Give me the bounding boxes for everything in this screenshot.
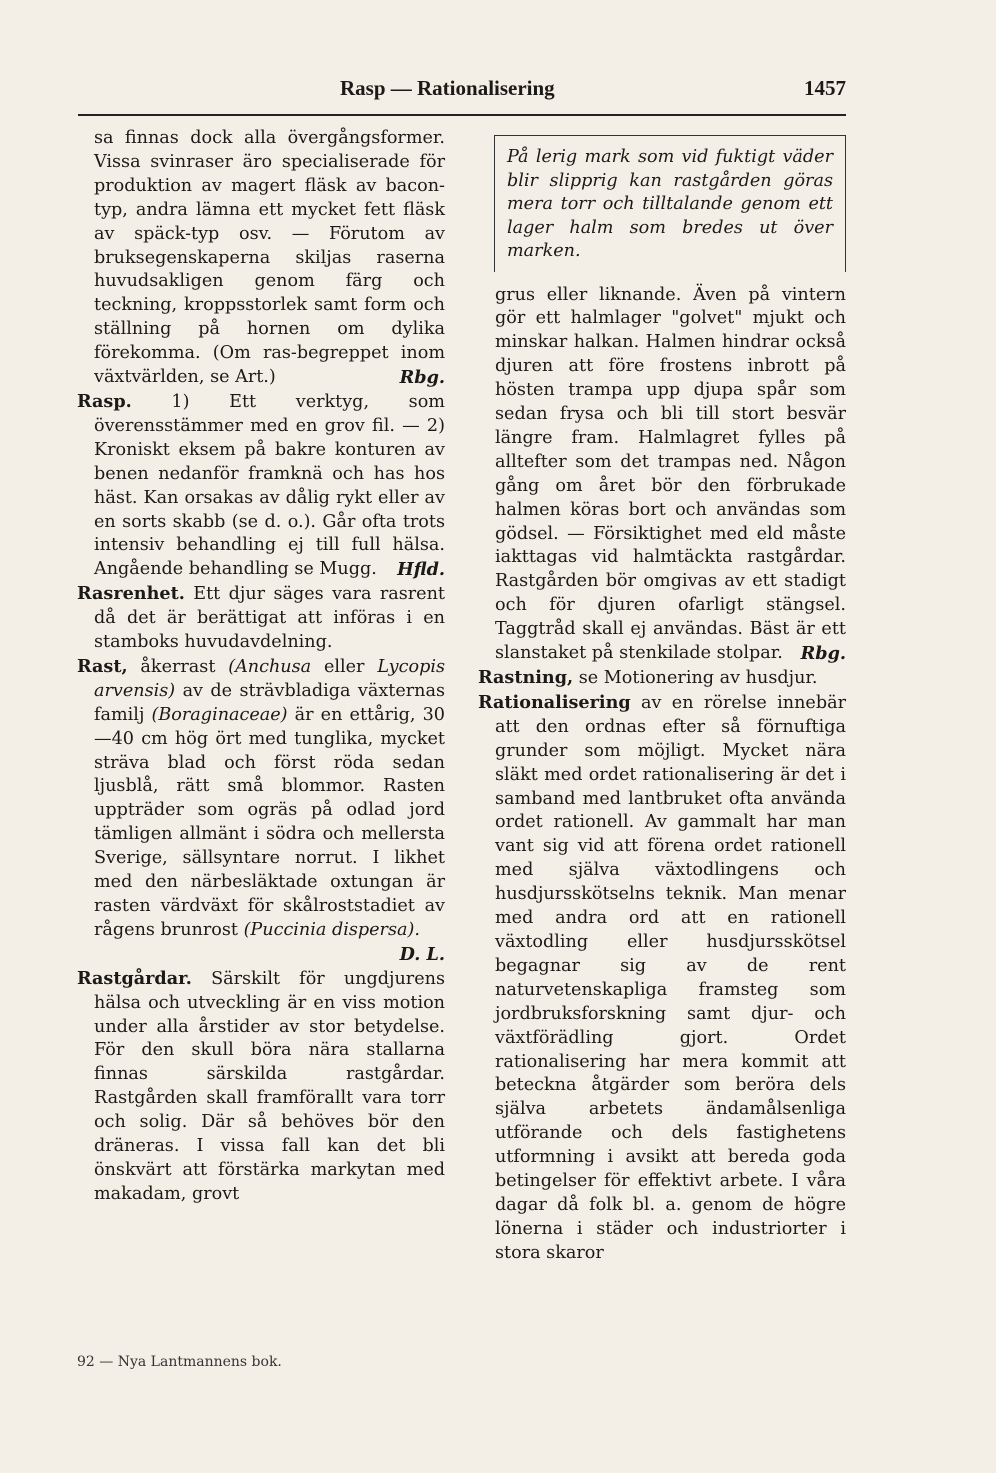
entry-rastgardar	[77, 967, 445, 1207]
headword: Rastgårdar.	[77, 967, 192, 989]
headword: Rationalisering	[478, 691, 631, 713]
entry-text: Ett djur säges vara rasrent då det är berättigat att införas i en stamboks huvudavdelning.	[94, 584, 445, 653]
entry-text: 1) Ett verktyg, som överensstämmer med en grov fil. — 2) Kroniskt eksem på bakre konturen av benen nedanför framknä och has hos häst. Kan orsakas av dålig rykt eller av en sorts skabb (se d. o.). Går ofta trots intensiv behandling ej till full hälsa. Angående behandling se Mugg.	[94, 391, 445, 580]
latin-name: (Anchusa	[228, 656, 312, 677]
headword: Rasrenhet.	[77, 583, 185, 605]
latin-name: (Puccinia dispersa).	[243, 919, 420, 940]
entry-text: av en rörelse innebär att den ordnas efter så förnuftiga grunder som möjligt. Mycket nära släkt med ordet rationalisering är det i samband med lantbruket ofta använda ordet rationell. Av gammalt har man vant sig vid att förena ordet rationell med själva växtodlingens och husdjursskötselns teknik. Man menar med andra ord att en rationell växtodling eller husdjursskötsel begagnar sig av de rent naturvetenskapliga framsteg som jordbruksforskning samt djur- och växtförädling gjort. Ordet rationalisering har mera kommit att beteckna åtgärder som beröra dels själva arbetets ändamålsenliga utförande och dels fastighetens utformning i avsikt att bereda goda betingelser för effektivt arbete. I våra dagar då folk bl. a. genom de högre lönerna i städer och industriorter i stora skaror	[495, 692, 846, 1263]
latin-name: Lycopis arvensis)	[94, 656, 445, 701]
entry-text: av de strävbladiga växternas familj	[94, 680, 445, 725]
author-signature: Rbg.	[800, 643, 846, 665]
paragraph-text: sa finnas dock alla övergångsformer. Vissa svinraser äro specialiserade för produktion av magert fläsk av bacon-typ, andra lämna ett mycket fett fläsk av späck-typ osv. — Förutom av bruksegenskaperna skiljas raserna huvudsakligen genom färg och teckning, kroppsstorlek samt form och ställning på hornen om dylika förekomma. (Om ras-begreppet inom växtvärlden, se Art.)	[94, 128, 445, 388]
page-number: 1457	[804, 76, 846, 100]
right-column	[478, 127, 846, 1266]
entry-rast	[77, 655, 445, 965]
author-signature: D. L.	[399, 943, 445, 965]
entry-text: är en ettårig, 30—40 cm hög ört med tunglika, mycket sträva blad och först röda sedan ljusblå, rätt små blommor. Rasten uppträder som ogräs på odlad jord tämligen allmänt i södra och mellersta Sverige, sällsyntare norrut. I likhet med den närbesläktade oxtungan är rasten värdväxt för skålroststadiet av rågens brunrost	[94, 704, 445, 940]
headword: Rasp.	[77, 390, 132, 412]
headword: Rast,	[77, 655, 128, 677]
author-signature: Rbg.	[399, 367, 445, 389]
entry-rasp	[77, 390, 445, 582]
figure-caption-box	[494, 135, 846, 272]
continued-paragraph	[478, 284, 846, 667]
page-footer: 92 — Nya Lantmannens bok.	[77, 1354, 282, 1370]
entry-rasrenhet	[77, 582, 445, 655]
header-title: Rasp — Rationalisering	[340, 76, 555, 100]
paragraph-text: grus eller liknande. Även på vintern gör ett halmlager "golvet" mjukt och minskar halkan. Halmen hindrar också djuren att före frostens inbrott på hösten trampa upp djupa spår som sedan frysa och bli till stort besvär längre fram. Halmlagret fylles på alltefter som det trampas ned. Någon gång om året bör den förbrukade halmen köras bort och användas som gödsel. — Försiktighet med eld måste iakttagas vid halmtäckta rastgårdar. Rastgården bör omgivas av ett stadigt och för djuren ofarligt stängsel. Taggtråd skall ej användas. Bäst är ett slanstaket på stenkilade stolpar.	[495, 284, 846, 664]
running-header	[78, 72, 846, 110]
continued-paragraph	[77, 127, 445, 390]
entry-text: eller	[311, 656, 378, 677]
entry-rastning	[478, 666, 846, 691]
figure-caption: På lerig mark som vid fuktigt väder blir slipprig kan rastgården göras mera torr och tilltalande genom ett lager halm som bredes ut över marken.	[507, 147, 833, 261]
entry-rationalisering	[478, 691, 846, 1266]
latin-name: (Boraginaceae)	[151, 704, 288, 725]
left-column	[77, 127, 445, 1207]
header-rule	[78, 114, 846, 116]
entry-text: se Motionering av husdjur.	[573, 668, 818, 688]
entry-text: Särskilt för ungdjurens hälsa och utveckling är en viss motion under alla årstider av stor betydelse. För den skull böra nära stallarna finnas särskilda rastgårdar. Rastgården skall framförallt vara torr och solig. Där så behöves bör den dräneras. I vissa fall kan det bli önskvärt att förstärka markytan med makadam, grovt	[94, 968, 445, 1204]
headword: Rastning,	[478, 667, 574, 688]
author-signature: Hfld.	[397, 559, 445, 581]
entry-text: åkerrast	[127, 656, 229, 677]
